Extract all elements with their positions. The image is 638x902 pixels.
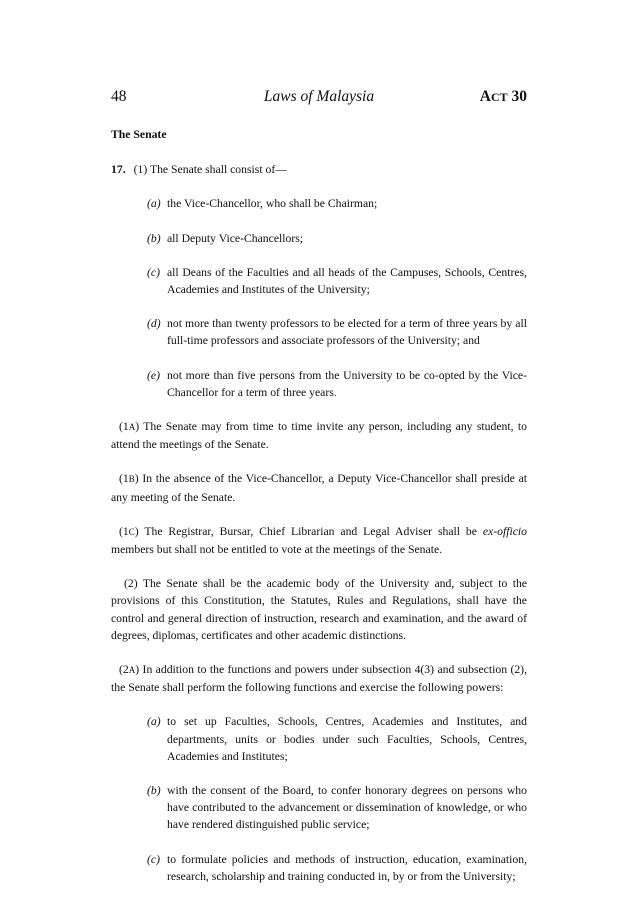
item-label: (a) xyxy=(147,715,161,729)
running-header xyxy=(111,88,527,110)
subsection-number-close: ) xyxy=(134,524,139,538)
subsection-number-letter: B xyxy=(128,474,135,485)
item-label: (d) xyxy=(147,317,161,331)
item-label: (b) xyxy=(147,784,161,798)
subsection-text: (2) The Senate shall be the academic body of the University and, subject to the provisions of this Constitution, the Statutes, Rules and Regulations, shall have the control and general direction of instruction, research and examination, and the award of degrees, diplomas, certificates and other academic distinctions. xyxy=(111,577,527,642)
subsection-text: In the absence of the Vice-Chancellor, a Deputy Vice-Chancellor shall preside at any meeting of the Senate. xyxy=(111,472,527,504)
subsection-1b xyxy=(111,470,527,505)
section-17-lead-text: (1) The Senate shall consist of— xyxy=(133,163,287,177)
subsection-text: In addition to the functions and powers under subsection 4(3) and subsection (2), the Senate shall perform the following functions and exercise the following powers: xyxy=(111,663,527,695)
act-number-value: 30 xyxy=(507,88,527,105)
subsection-number-open: (2 xyxy=(119,663,129,677)
item-label: (c) xyxy=(147,852,160,866)
list-item xyxy=(111,230,527,247)
subsection-text: The Senate may from time to time invite any person, including any student, to attend the meetings of the Senate. xyxy=(111,420,527,452)
list-item xyxy=(111,195,527,212)
item-text: all Deputy Vice-Chancellors; xyxy=(167,231,304,245)
subsection-1a xyxy=(111,418,527,453)
section-heading: The Senate xyxy=(111,128,167,141)
item-text: to set up Faculties, Schools, Centres, Academies and Institutes, and departments, units or bodies under such Faculties, Schools, Centres, Academies and Institutes; xyxy=(167,715,527,763)
subsection-2 xyxy=(111,575,527,644)
list-item xyxy=(111,367,527,401)
section-17-lead xyxy=(111,161,527,178)
item-label: (e) xyxy=(147,368,160,382)
body-text xyxy=(111,126,527,902)
subsection-number xyxy=(119,525,139,538)
item-text: with the consent of the Board, to confer honorary degrees on persons who have contributed to the advancement or dissemination of knowledge, or who have rendered distinguished public service; xyxy=(167,784,527,832)
list-item xyxy=(111,713,527,765)
item-label: (b) xyxy=(147,231,161,245)
act-number xyxy=(480,88,527,106)
subsection-number xyxy=(119,663,139,676)
subsection-text-cont: members but shall not be entitled to vote at the meetings of the Senate. xyxy=(111,543,443,557)
running-title: Laws of Malaysia xyxy=(263,88,375,105)
list-item xyxy=(111,315,527,349)
subsection-number-open: (1 xyxy=(119,524,129,538)
item-text: not more than twenty professors to be elected for a term of three years by all full-time professors and associate professors of the University; and xyxy=(167,317,527,348)
subsection-number-close: ) xyxy=(134,472,139,486)
section-number: 17. xyxy=(111,163,126,177)
subsection-number-open: (1 xyxy=(119,420,129,434)
item-text: to formulate policies and methods of instruction, education, examination, research, scholarship and training conducted in, by or from the University; xyxy=(167,852,527,883)
subsection-1c xyxy=(111,523,527,558)
subsection-number-close: ) xyxy=(135,663,140,677)
page-number: 48 xyxy=(111,88,127,105)
subsection-number-open: (1 xyxy=(119,472,129,486)
item-text: not more than five persons from the University to be co-opted by the Vice-Chancellor for a term of three years. xyxy=(167,368,527,399)
subsection-text: The Registrar, Bursar, Chief Librarian and Legal Adviser shall be xyxy=(138,524,483,538)
item-label: (c) xyxy=(147,265,160,279)
subsection-number-close: ) xyxy=(135,420,140,434)
subsection-number xyxy=(119,420,139,433)
item-text: the Vice-Chancellor, who shall be Chairman; xyxy=(167,197,378,211)
subsection-text-italic: ex-officio xyxy=(482,524,527,538)
item-text: all Deans of the Faculties and all heads of the Campuses, Schools, Centres, Academies and Institutes of the University; xyxy=(167,265,527,297)
list-item xyxy=(111,782,527,834)
subsection-number-letter: A xyxy=(128,422,136,433)
subsection-2a xyxy=(111,661,527,696)
subsection-number-letter: A xyxy=(128,665,136,676)
subsection-number-letter: C xyxy=(128,526,135,537)
act-prefix-a: A xyxy=(479,88,491,105)
subsection-number xyxy=(119,472,139,485)
list-item xyxy=(111,851,527,885)
list-item xyxy=(111,264,527,298)
act-prefix-ct: CT xyxy=(490,90,508,104)
item-label: (a) xyxy=(147,197,161,211)
